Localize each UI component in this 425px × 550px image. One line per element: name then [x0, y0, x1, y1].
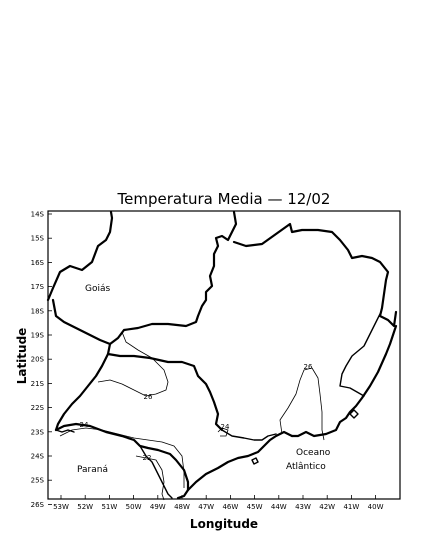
- x-tick-label: 47W: [198, 503, 215, 511]
- isotherm-26-west: [98, 332, 168, 396]
- plot-frame: [48, 211, 400, 499]
- x-tick-label: 45W: [246, 503, 263, 511]
- y-tick-label: 21S: [30, 379, 44, 388]
- contour-label-24-west: 24: [79, 421, 89, 429]
- y-tick-label: 15S: [30, 234, 44, 243]
- x-tick-label: 49W: [149, 503, 166, 511]
- border-espirito-santo: [292, 326, 396, 436]
- y-tick-label: 19S: [30, 331, 44, 340]
- island-ilhabela: [252, 458, 258, 464]
- contour-label-26-west: 26: [143, 393, 153, 401]
- x-tick-label: 40W: [367, 503, 384, 511]
- place-label-oceano: Oceano: [296, 448, 331, 458]
- place-label-parana: Paraná: [77, 465, 108, 475]
- map-borders: [48, 212, 396, 498]
- y-tick-label: 18S: [30, 307, 44, 316]
- y-tick-label: 14S: [30, 210, 44, 219]
- y-axis: [31, 211, 52, 509]
- map-title: Temperatura Media — 12/02: [117, 190, 331, 208]
- y-tick-label: 24S: [30, 452, 44, 461]
- x-tick-label: 48W: [174, 503, 190, 511]
- x-tick-label: 46W: [222, 503, 239, 511]
- x-axis: [53, 495, 384, 511]
- x-tick-label: 43W: [295, 503, 311, 511]
- y-tick-label: 26S: [30, 500, 44, 509]
- contour-label-26-east: 26: [303, 363, 313, 371]
- x-tick-label: 51W: [101, 503, 118, 511]
- contour-label-22: 22: [142, 454, 152, 462]
- y-tick-label: 23S: [30, 428, 44, 437]
- y-tick-label: 22S: [30, 404, 44, 413]
- y-tick-label: 25S: [30, 476, 44, 485]
- border-rj-interior: [222, 430, 276, 440]
- x-tick-label: 42W: [319, 503, 336, 511]
- y-tick-label: 20S: [30, 355, 44, 364]
- border-sp-ms: [108, 344, 222, 430]
- x-tick-label: 50W: [125, 503, 142, 511]
- y-tick-label: 17S: [30, 283, 44, 292]
- x-tick-label: 41W: [343, 503, 360, 511]
- x-tick-label: 53W: [53, 503, 69, 511]
- border-minas-north: [53, 212, 236, 344]
- place-label-atlantico: Atlântico: [286, 462, 326, 472]
- x-axis-title: Longitude: [189, 517, 259, 531]
- isotherm-26-east: [280, 368, 324, 440]
- contour-label-24-east: 24: [220, 423, 230, 431]
- border-es-interior: [340, 314, 380, 396]
- y-axis-title: Latitude: [15, 327, 29, 385]
- border-minas-bahia: [234, 224, 396, 326]
- x-tick-label: 44W: [270, 503, 287, 511]
- x-tick-label: 52W: [77, 503, 94, 511]
- y-tick-label: 16S: [30, 258, 44, 267]
- place-label-goias: Goiás: [85, 284, 111, 294]
- border-sp-west: [56, 354, 108, 430]
- border-sp-coast: [188, 432, 292, 490]
- contour-labels: [80, 363, 313, 462]
